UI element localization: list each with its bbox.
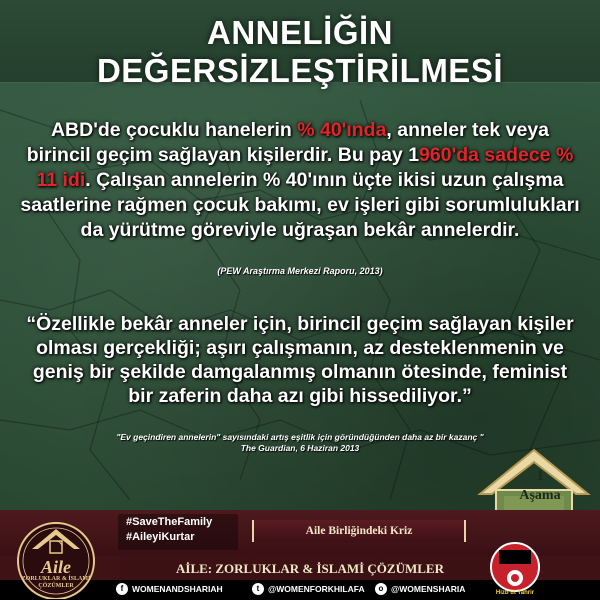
social-handle-facebook[interactable]: WOMENANDSHARIAH	[132, 584, 223, 594]
hashtag-savethefamily[interactable]: #SaveTheFamily	[126, 516, 213, 528]
badge-text: Hizb ut Tahrir	[495, 590, 535, 596]
logo-title: Aile	[41, 557, 71, 577]
paragraph-text-1: ABD'de çocuklu hanelerin	[50, 119, 298, 141]
highlight-1960: 960'da sadece % 11 idi	[36, 144, 574, 191]
hashtag-aileyikurtar[interactable]: #AileyiKurtar	[126, 531, 195, 543]
paragraph-text-2: , anneler tek veya birincil geçim sağlayan kişilerdir. Bu pay 1	[26, 119, 550, 166]
page-title: ANNELİĞİN DEĞERSİZLEŞTİRİLMESİ	[96, 14, 504, 89]
social-handle-twitter[interactable]: @WOMENFORKHILAFA	[268, 584, 365, 594]
series-title: AİLE: ZORLUKLAR & İSLAMİ ÇÖZÜMLER	[176, 561, 444, 576]
crisis-label: Aile Birliğindeki Kriz	[252, 520, 466, 542]
statistics-paragraph	[18, 118, 582, 243]
paragraph-text-3: . Çalışan annelerin % 40'ının üçte ikisi uzun çalışma saatlerine rağmen çocuk bakımı, ev işleri gibi sorumlulukları da yürütme göreviyle uğraşan bekâr annelerdir.	[20, 169, 580, 241]
twitter-icon[interactable]: t	[252, 583, 264, 595]
quote-text: “Özellikle bekâr anneler için, birincil geçim sağlayan kişiler olması gerçekliği; aşırı çalışmanın, az desteklenmenin ve geniş bir şekilde damgalanmış olmanın ötesinde, feminist bir zaferin daha azı gibi hissediliyor.”	[26, 313, 574, 407]
logo-subtitle: ZORLUKLAR & İSLAMİ ÇÖZÜMLER	[21, 576, 91, 589]
instagram-icon[interactable]: o	[375, 583, 387, 595]
source-guardian-title: "Ev geçindiren annelerin" sayısındaki artış eşitlik için göründüğünden daha az bir kazanç "	[116, 432, 484, 442]
source-guardian-date: The Guardian, 6 Haziran 2013	[240, 443, 360, 453]
stage-number: 1	[536, 468, 544, 484]
hizb-badge-icon	[488, 540, 542, 598]
stage-label: Aşama	[519, 488, 561, 503]
social-handle-instagram[interactable]: @WOMENSHARIA	[391, 584, 466, 594]
highlight-percent-40: % 40'ında	[297, 119, 387, 141]
source-citation-pew: (PEW Araştırma Merkezi Raporu, 2013)	[217, 266, 383, 276]
facebook-icon[interactable]: f	[116, 583, 128, 595]
